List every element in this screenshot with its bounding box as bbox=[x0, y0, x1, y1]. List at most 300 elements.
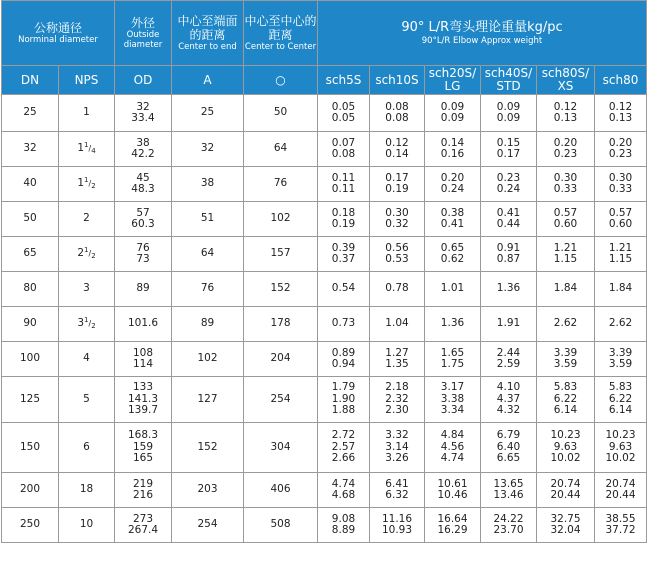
center-to-center-cell: 508 bbox=[244, 508, 318, 543]
column-header-nps bbox=[59, 66, 115, 95]
dn-cell: 65 bbox=[2, 237, 59, 272]
weight-cell-sch5s bbox=[318, 377, 370, 423]
cell-value: 1.27 bbox=[385, 346, 409, 359]
table-row bbox=[2, 202, 647, 237]
table-row bbox=[2, 473, 647, 508]
center-to-end-en: Center to end bbox=[178, 42, 237, 52]
cell-value: 101.6 bbox=[127, 317, 159, 330]
dn-cell: 50 bbox=[2, 202, 59, 237]
nps-fraction-denominator: 2 bbox=[91, 252, 96, 261]
cell-value: 114 bbox=[132, 358, 154, 370]
cell-value: 3.39 bbox=[553, 346, 578, 359]
cell-value: 3.26 bbox=[385, 452, 409, 465]
weight-cell-sch40s-std bbox=[481, 423, 537, 473]
center-to-end-cell: 38 bbox=[172, 167, 244, 202]
cell-value: 0.13 bbox=[553, 112, 578, 124]
cell-value: 6.22 bbox=[608, 392, 633, 405]
weight-cell-sch5s bbox=[318, 202, 370, 237]
center-to-center-cell: 304 bbox=[244, 423, 318, 473]
column-header-text: A bbox=[203, 72, 212, 87]
column-header-text: sch80 bbox=[602, 72, 639, 87]
cell-value: 0.17 bbox=[496, 148, 521, 160]
column-header-text: STD bbox=[496, 79, 521, 93]
cell-value: 0.24 bbox=[496, 183, 521, 195]
cell-value: 0.13 bbox=[608, 112, 633, 124]
weight-cell-sch5s bbox=[318, 272, 370, 307]
cell-value: 2.30 bbox=[385, 404, 409, 417]
weight-cell-sch80s-xs bbox=[537, 272, 595, 307]
cell-value: 0.09 bbox=[440, 112, 465, 124]
weight-cell-sch20s-lg bbox=[425, 508, 481, 543]
cell-value: 1.36 bbox=[440, 317, 465, 330]
column-header-text: ○ bbox=[275, 72, 286, 87]
cell-value: 165 bbox=[132, 452, 154, 465]
cell-value: 0.30 bbox=[553, 171, 578, 184]
cell-value: 1.15 bbox=[553, 253, 578, 265]
column-header-text: OD bbox=[133, 72, 153, 87]
cell-value: 139.7 bbox=[127, 404, 159, 417]
weight-cell-sch80s-xs bbox=[537, 307, 595, 342]
nominal-diameter-header bbox=[2, 1, 115, 66]
center-to-center-cell: 204 bbox=[244, 342, 318, 377]
nps-cell bbox=[59, 272, 115, 307]
nps-whole: 5 bbox=[83, 392, 90, 405]
cell-value: 11.16 bbox=[381, 512, 413, 525]
column-header-text: sch40S/ bbox=[484, 66, 533, 80]
weight-cell-sch20s-lg bbox=[425, 237, 481, 272]
weight-cell-sch40s-std bbox=[481, 473, 537, 508]
cell-value: 0.14 bbox=[385, 148, 409, 160]
weight-cell-sch10s bbox=[370, 377, 425, 423]
cell-value: 1.90 bbox=[331, 392, 356, 405]
nps-cell bbox=[59, 95, 115, 132]
weight-cell-sch10s bbox=[370, 423, 425, 473]
center-to-center-cell: 178 bbox=[244, 307, 318, 342]
weight-cell-sch10s bbox=[370, 237, 425, 272]
weight-cell-sch20s-lg bbox=[425, 423, 481, 473]
cell-value: 3.14 bbox=[385, 440, 409, 453]
approx-weight-en: 90°L/R Elbow Approx weight bbox=[421, 35, 543, 46]
od-cell bbox=[115, 342, 172, 377]
weight-cell-sch80 bbox=[595, 272, 647, 307]
od-cell bbox=[115, 237, 172, 272]
cell-value: 216 bbox=[132, 489, 154, 501]
cell-value: 4.74 bbox=[331, 477, 356, 490]
cell-value: 0.30 bbox=[385, 206, 409, 219]
cell-value: 10.46 bbox=[437, 489, 468, 501]
nps-whole: 1 bbox=[77, 142, 85, 155]
cell-value: 48.3 bbox=[131, 183, 155, 195]
cell-value: 0.20 bbox=[440, 171, 465, 184]
cell-value: 6.40 bbox=[496, 440, 521, 453]
column-header-text: sch80S/ bbox=[541, 66, 590, 80]
nps-whole: 1 bbox=[83, 106, 90, 119]
cell-value: 9.63 bbox=[553, 440, 578, 453]
cell-value: 4.32 bbox=[496, 404, 521, 417]
cell-value: 3.59 bbox=[553, 358, 578, 370]
weight-cell-sch10s bbox=[370, 95, 425, 132]
cell-value: 0.14 bbox=[440, 136, 465, 149]
cell-value: 4.68 bbox=[331, 489, 356, 501]
cell-value: 0.12 bbox=[385, 136, 409, 149]
cell-value: 0.09 bbox=[440, 100, 465, 113]
weight-cell-sch5s bbox=[318, 132, 370, 167]
weight-cell-sch80s-xs bbox=[537, 237, 595, 272]
column-header-sch20s-lg bbox=[425, 66, 481, 95]
cell-value: 0.11 bbox=[331, 171, 356, 184]
cell-value: 0.07 bbox=[331, 136, 356, 149]
cell-value: 1.15 bbox=[608, 253, 633, 265]
column-header-text: NPS bbox=[74, 72, 99, 87]
weight-cell-sch80s-xs bbox=[537, 167, 595, 202]
cell-value: 3.38 bbox=[440, 392, 465, 405]
cell-value: 4.84 bbox=[440, 429, 465, 442]
dn-cell: 125 bbox=[2, 377, 59, 423]
nps-fraction-slash: / bbox=[88, 249, 92, 259]
column-header-text: sch5S bbox=[325, 72, 362, 87]
dn-cell: 150 bbox=[2, 423, 59, 473]
cell-value: 219 bbox=[132, 477, 154, 490]
cell-value: 1.88 bbox=[331, 404, 356, 417]
cell-value: 38 bbox=[136, 136, 150, 149]
cell-value: 0.53 bbox=[385, 253, 409, 265]
cell-value: 4.74 bbox=[440, 452, 465, 465]
nps-whole: 2 bbox=[77, 247, 85, 260]
cell-value: 133 bbox=[132, 381, 154, 394]
dn-cell: 32 bbox=[2, 132, 59, 167]
center-to-center-cell: 50 bbox=[244, 95, 318, 132]
column-header-sch5s bbox=[318, 66, 370, 95]
cell-value: 0.09 bbox=[496, 100, 521, 113]
weight-cell-sch5s bbox=[318, 307, 370, 342]
outside-diameter-header bbox=[115, 1, 172, 66]
dn-cell: 80 bbox=[2, 272, 59, 307]
table-row bbox=[2, 508, 647, 543]
nominal-diameter-cn: 公称通径 bbox=[33, 21, 82, 35]
weight-cell-sch40s-std bbox=[481, 202, 537, 237]
cell-value: 10.61 bbox=[437, 477, 468, 490]
weight-cell-sch20s-lg bbox=[425, 272, 481, 307]
dn-cell: 25 bbox=[2, 95, 59, 132]
nps-fraction-denominator: 4 bbox=[91, 147, 96, 156]
cell-value: 2.66 bbox=[331, 452, 356, 465]
nps-cell bbox=[59, 473, 115, 508]
cell-value: 0.33 bbox=[553, 183, 578, 195]
weight-cell-sch80 bbox=[595, 202, 647, 237]
center-to-end-cell: 51 bbox=[172, 202, 244, 237]
column-header-dn bbox=[2, 66, 59, 95]
cell-value: 0.65 bbox=[440, 241, 465, 254]
weight-cell-sch80s-xs bbox=[537, 473, 595, 508]
cell-value: 2.57 bbox=[331, 440, 356, 453]
cell-value: 1.04 bbox=[385, 317, 409, 330]
cell-value: 4.56 bbox=[440, 440, 465, 453]
weight-cell-sch20s-lg bbox=[425, 202, 481, 237]
cell-value: 1.91 bbox=[496, 317, 521, 330]
weight-cell-sch80 bbox=[595, 167, 647, 202]
weight-cell-sch10s bbox=[370, 202, 425, 237]
cell-value: 0.18 bbox=[331, 206, 356, 219]
weight-cell-sch80s-xs bbox=[537, 377, 595, 423]
cell-value: 3.17 bbox=[440, 381, 465, 394]
weight-cell-sch80s-xs bbox=[537, 423, 595, 473]
cell-value: 0.20 bbox=[608, 136, 633, 149]
cell-value: 0.12 bbox=[608, 100, 633, 113]
cell-value: 0.19 bbox=[331, 218, 356, 230]
cell-value: 0.38 bbox=[440, 206, 465, 219]
cell-value: 0.37 bbox=[331, 253, 356, 265]
column-header-center bbox=[244, 66, 318, 95]
cell-value: 16.64 bbox=[437, 512, 468, 525]
cell-value: 24.22 bbox=[493, 512, 524, 525]
cell-value: 10.02 bbox=[605, 452, 636, 465]
cell-value: 3.59 bbox=[608, 358, 633, 370]
nps-whole: 6 bbox=[83, 440, 90, 453]
cell-value: 3.32 bbox=[385, 429, 409, 442]
cell-value: 1.36 bbox=[496, 282, 521, 295]
cell-value: 0.73 bbox=[331, 317, 356, 330]
weight-cell-sch20s-lg bbox=[425, 342, 481, 377]
cell-value: 0.17 bbox=[385, 171, 409, 184]
cell-value: 3.34 bbox=[440, 404, 465, 417]
center-to-center-cn: 中心至中心的距离 bbox=[244, 14, 317, 42]
weight-cell-sch20s-lg bbox=[425, 95, 481, 132]
od-cell bbox=[115, 132, 172, 167]
cell-value: 6.14 bbox=[608, 404, 633, 417]
cell-value: 0.41 bbox=[440, 218, 465, 230]
weight-cell-sch5s bbox=[318, 473, 370, 508]
dn-cell: 200 bbox=[2, 473, 59, 508]
weight-cell-sch80s-xs bbox=[537, 508, 595, 543]
dn-cell: 100 bbox=[2, 342, 59, 377]
center-to-end-cell: 152 bbox=[172, 423, 244, 473]
cell-value: 0.57 bbox=[608, 206, 633, 219]
cell-value: 1.21 bbox=[553, 241, 578, 254]
column-header-text: sch10S bbox=[375, 72, 419, 87]
cell-value: 5.83 bbox=[553, 381, 578, 394]
center-to-end-cell: 203 bbox=[172, 473, 244, 508]
center-to-end-cell: 64 bbox=[172, 237, 244, 272]
nps-whole: 1 bbox=[77, 177, 85, 190]
center-to-center-header bbox=[244, 1, 318, 66]
od-cell bbox=[115, 473, 172, 508]
table-row bbox=[2, 167, 647, 202]
cell-value: 37.72 bbox=[605, 524, 636, 536]
cell-value: 16.29 bbox=[437, 524, 468, 536]
weight-cell-sch80 bbox=[595, 342, 647, 377]
od-cell bbox=[115, 508, 172, 543]
cell-value: 89 bbox=[136, 282, 150, 295]
cell-value: 3.39 bbox=[608, 346, 633, 359]
cell-value: 0.23 bbox=[553, 148, 578, 160]
cell-value: 6.14 bbox=[553, 404, 578, 417]
nps-cell bbox=[59, 377, 115, 423]
weight-cell-sch5s bbox=[318, 95, 370, 132]
cell-value: 60.3 bbox=[131, 218, 155, 230]
weight-cell-sch40s-std bbox=[481, 132, 537, 167]
nps-cell bbox=[59, 132, 115, 167]
nps-fraction-denominator: 2 bbox=[91, 322, 96, 331]
center-to-center-cell: 254 bbox=[244, 377, 318, 423]
cell-value: 2.59 bbox=[496, 358, 521, 370]
column-header-sch40s-std bbox=[481, 66, 537, 95]
nps-whole: 10 bbox=[79, 518, 94, 531]
weight-cell-sch10s bbox=[370, 132, 425, 167]
approx-weight-header bbox=[318, 1, 647, 66]
weight-cell-sch5s bbox=[318, 167, 370, 202]
cell-value: 1.01 bbox=[440, 282, 465, 295]
center-to-center-cell: 406 bbox=[244, 473, 318, 508]
nps-fraction-numerator: 1 bbox=[84, 316, 89, 325]
weight-cell-sch10s bbox=[370, 167, 425, 202]
cell-value: 0.60 bbox=[608, 218, 633, 230]
nps-cell bbox=[59, 342, 115, 377]
cell-value: 0.16 bbox=[440, 148, 465, 160]
outside-diameter-cn: 外径 bbox=[130, 16, 155, 30]
cell-value: 23.70 bbox=[493, 524, 524, 536]
column-header-sch10s bbox=[370, 66, 425, 95]
nps-cell bbox=[59, 202, 115, 237]
weight-cell-sch40s-std bbox=[481, 342, 537, 377]
weight-cell-sch80s-xs bbox=[537, 342, 595, 377]
cell-value: 168.3 bbox=[127, 429, 159, 442]
weight-cell-sch40s-std bbox=[481, 272, 537, 307]
nps-whole: 3 bbox=[77, 317, 85, 330]
center-to-end-cell: 127 bbox=[172, 377, 244, 423]
weight-cell-sch80s-xs bbox=[537, 132, 595, 167]
weight-cell-sch80 bbox=[595, 95, 647, 132]
cell-value: 0.89 bbox=[331, 346, 356, 359]
table-row bbox=[2, 307, 647, 342]
cell-value: 4.37 bbox=[496, 392, 521, 405]
cell-value: 6.79 bbox=[496, 429, 521, 442]
weight-cell-sch40s-std bbox=[481, 237, 537, 272]
center-to-end-cn: 中心至端面的距离 bbox=[177, 14, 238, 42]
cell-value: 4.10 bbox=[496, 381, 521, 394]
cell-value: 0.05 bbox=[331, 100, 356, 113]
nps-fraction-numerator: 1 bbox=[84, 141, 89, 150]
nps-cell bbox=[59, 508, 115, 543]
cell-value: 6.32 bbox=[385, 489, 409, 501]
table-row bbox=[2, 272, 647, 307]
elbow-weight-table bbox=[1, 0, 647, 543]
nps-whole: 18 bbox=[79, 483, 94, 496]
cell-value: 6.22 bbox=[553, 392, 578, 405]
cell-value: 20.44 bbox=[605, 489, 636, 501]
column-header-od bbox=[115, 66, 172, 95]
cell-value: 73 bbox=[136, 253, 150, 265]
cell-value: 13.65 bbox=[493, 477, 524, 490]
od-cell bbox=[115, 95, 172, 132]
weight-cell-sch20s-lg bbox=[425, 307, 481, 342]
outside-diameter-en: Outside diameter bbox=[123, 30, 163, 50]
cell-value: 45 bbox=[136, 171, 150, 184]
table-row bbox=[2, 377, 647, 423]
cell-value: 6.41 bbox=[385, 477, 409, 490]
cell-value: 0.08 bbox=[385, 100, 409, 113]
nps-cell bbox=[59, 423, 115, 473]
dn-cell: 40 bbox=[2, 167, 59, 202]
table-row bbox=[2, 95, 647, 132]
weight-cell-sch40s-std bbox=[481, 167, 537, 202]
cell-value: 0.19 bbox=[385, 183, 409, 195]
center-to-center-cell: 102 bbox=[244, 202, 318, 237]
cell-value: 9.63 bbox=[608, 440, 633, 453]
center-to-end-cell: 254 bbox=[172, 508, 244, 543]
cell-value: 2.44 bbox=[496, 346, 521, 359]
cell-value: 10.23 bbox=[550, 429, 581, 442]
weight-cell-sch80 bbox=[595, 473, 647, 508]
cell-value: 1.35 bbox=[385, 358, 409, 370]
nps-cell bbox=[59, 167, 115, 202]
nominal-diameter-en: Norminal diameter bbox=[18, 35, 98, 45]
weight-cell-sch20s-lg bbox=[425, 473, 481, 508]
nps-fraction-slash: / bbox=[88, 319, 92, 329]
center-to-end-header bbox=[172, 1, 244, 66]
center-to-end-cell: 25 bbox=[172, 95, 244, 132]
weight-cell-sch80s-xs bbox=[537, 95, 595, 132]
cell-value: 0.12 bbox=[553, 100, 578, 113]
column-header-a bbox=[172, 66, 244, 95]
cell-value: 0.87 bbox=[496, 253, 521, 265]
cell-value: 0.20 bbox=[553, 136, 578, 149]
nps-fraction-slash: / bbox=[88, 144, 92, 154]
cell-value: 38.55 bbox=[605, 512, 636, 525]
cell-value: 0.94 bbox=[331, 358, 356, 370]
center-to-center-cell: 152 bbox=[244, 272, 318, 307]
cell-value: 5.83 bbox=[608, 381, 633, 394]
weight-cell-sch5s bbox=[318, 508, 370, 543]
cell-value: 0.30 bbox=[608, 171, 633, 184]
cell-value: 32 bbox=[136, 100, 150, 113]
cell-value: 0.32 bbox=[385, 218, 409, 230]
weight-cell-sch10s bbox=[370, 508, 425, 543]
dn-cell: 250 bbox=[2, 508, 59, 543]
cell-value: 0.09 bbox=[496, 112, 521, 124]
cell-value: 0.41 bbox=[496, 206, 521, 219]
weight-cell-sch80 bbox=[595, 307, 647, 342]
cell-value: 0.39 bbox=[331, 241, 356, 254]
weight-cell-sch80 bbox=[595, 132, 647, 167]
center-to-center-cell: 76 bbox=[244, 167, 318, 202]
nps-whole: 2 bbox=[83, 212, 90, 225]
weight-cell-sch10s bbox=[370, 473, 425, 508]
cell-value: 20.74 bbox=[605, 477, 636, 490]
cell-value: 42.2 bbox=[131, 148, 155, 160]
weight-cell-sch40s-std bbox=[481, 95, 537, 132]
nps-cell bbox=[59, 307, 115, 342]
center-to-end-cell: 76 bbox=[172, 272, 244, 307]
cell-value: 10.02 bbox=[550, 452, 581, 465]
nps-cell bbox=[59, 237, 115, 272]
weight-cell-sch5s bbox=[318, 237, 370, 272]
cell-value: 0.11 bbox=[331, 183, 356, 195]
cell-value: 0.05 bbox=[331, 112, 356, 124]
cell-value: 2.62 bbox=[553, 317, 578, 330]
weight-cell-sch40s-std bbox=[481, 508, 537, 543]
weight-cell-sch10s bbox=[370, 307, 425, 342]
cell-value: 10.93 bbox=[381, 524, 413, 536]
cell-value: 0.78 bbox=[385, 282, 409, 295]
cell-value: 0.24 bbox=[440, 183, 465, 195]
cell-value: 6.65 bbox=[496, 452, 521, 465]
weight-cell-sch10s bbox=[370, 342, 425, 377]
weight-cell-sch80 bbox=[595, 423, 647, 473]
nps-whole: 4 bbox=[83, 352, 90, 365]
column-header-text: XS bbox=[557, 79, 574, 93]
cell-value: 2.72 bbox=[331, 429, 356, 442]
cell-value: 2.32 bbox=[385, 392, 409, 405]
